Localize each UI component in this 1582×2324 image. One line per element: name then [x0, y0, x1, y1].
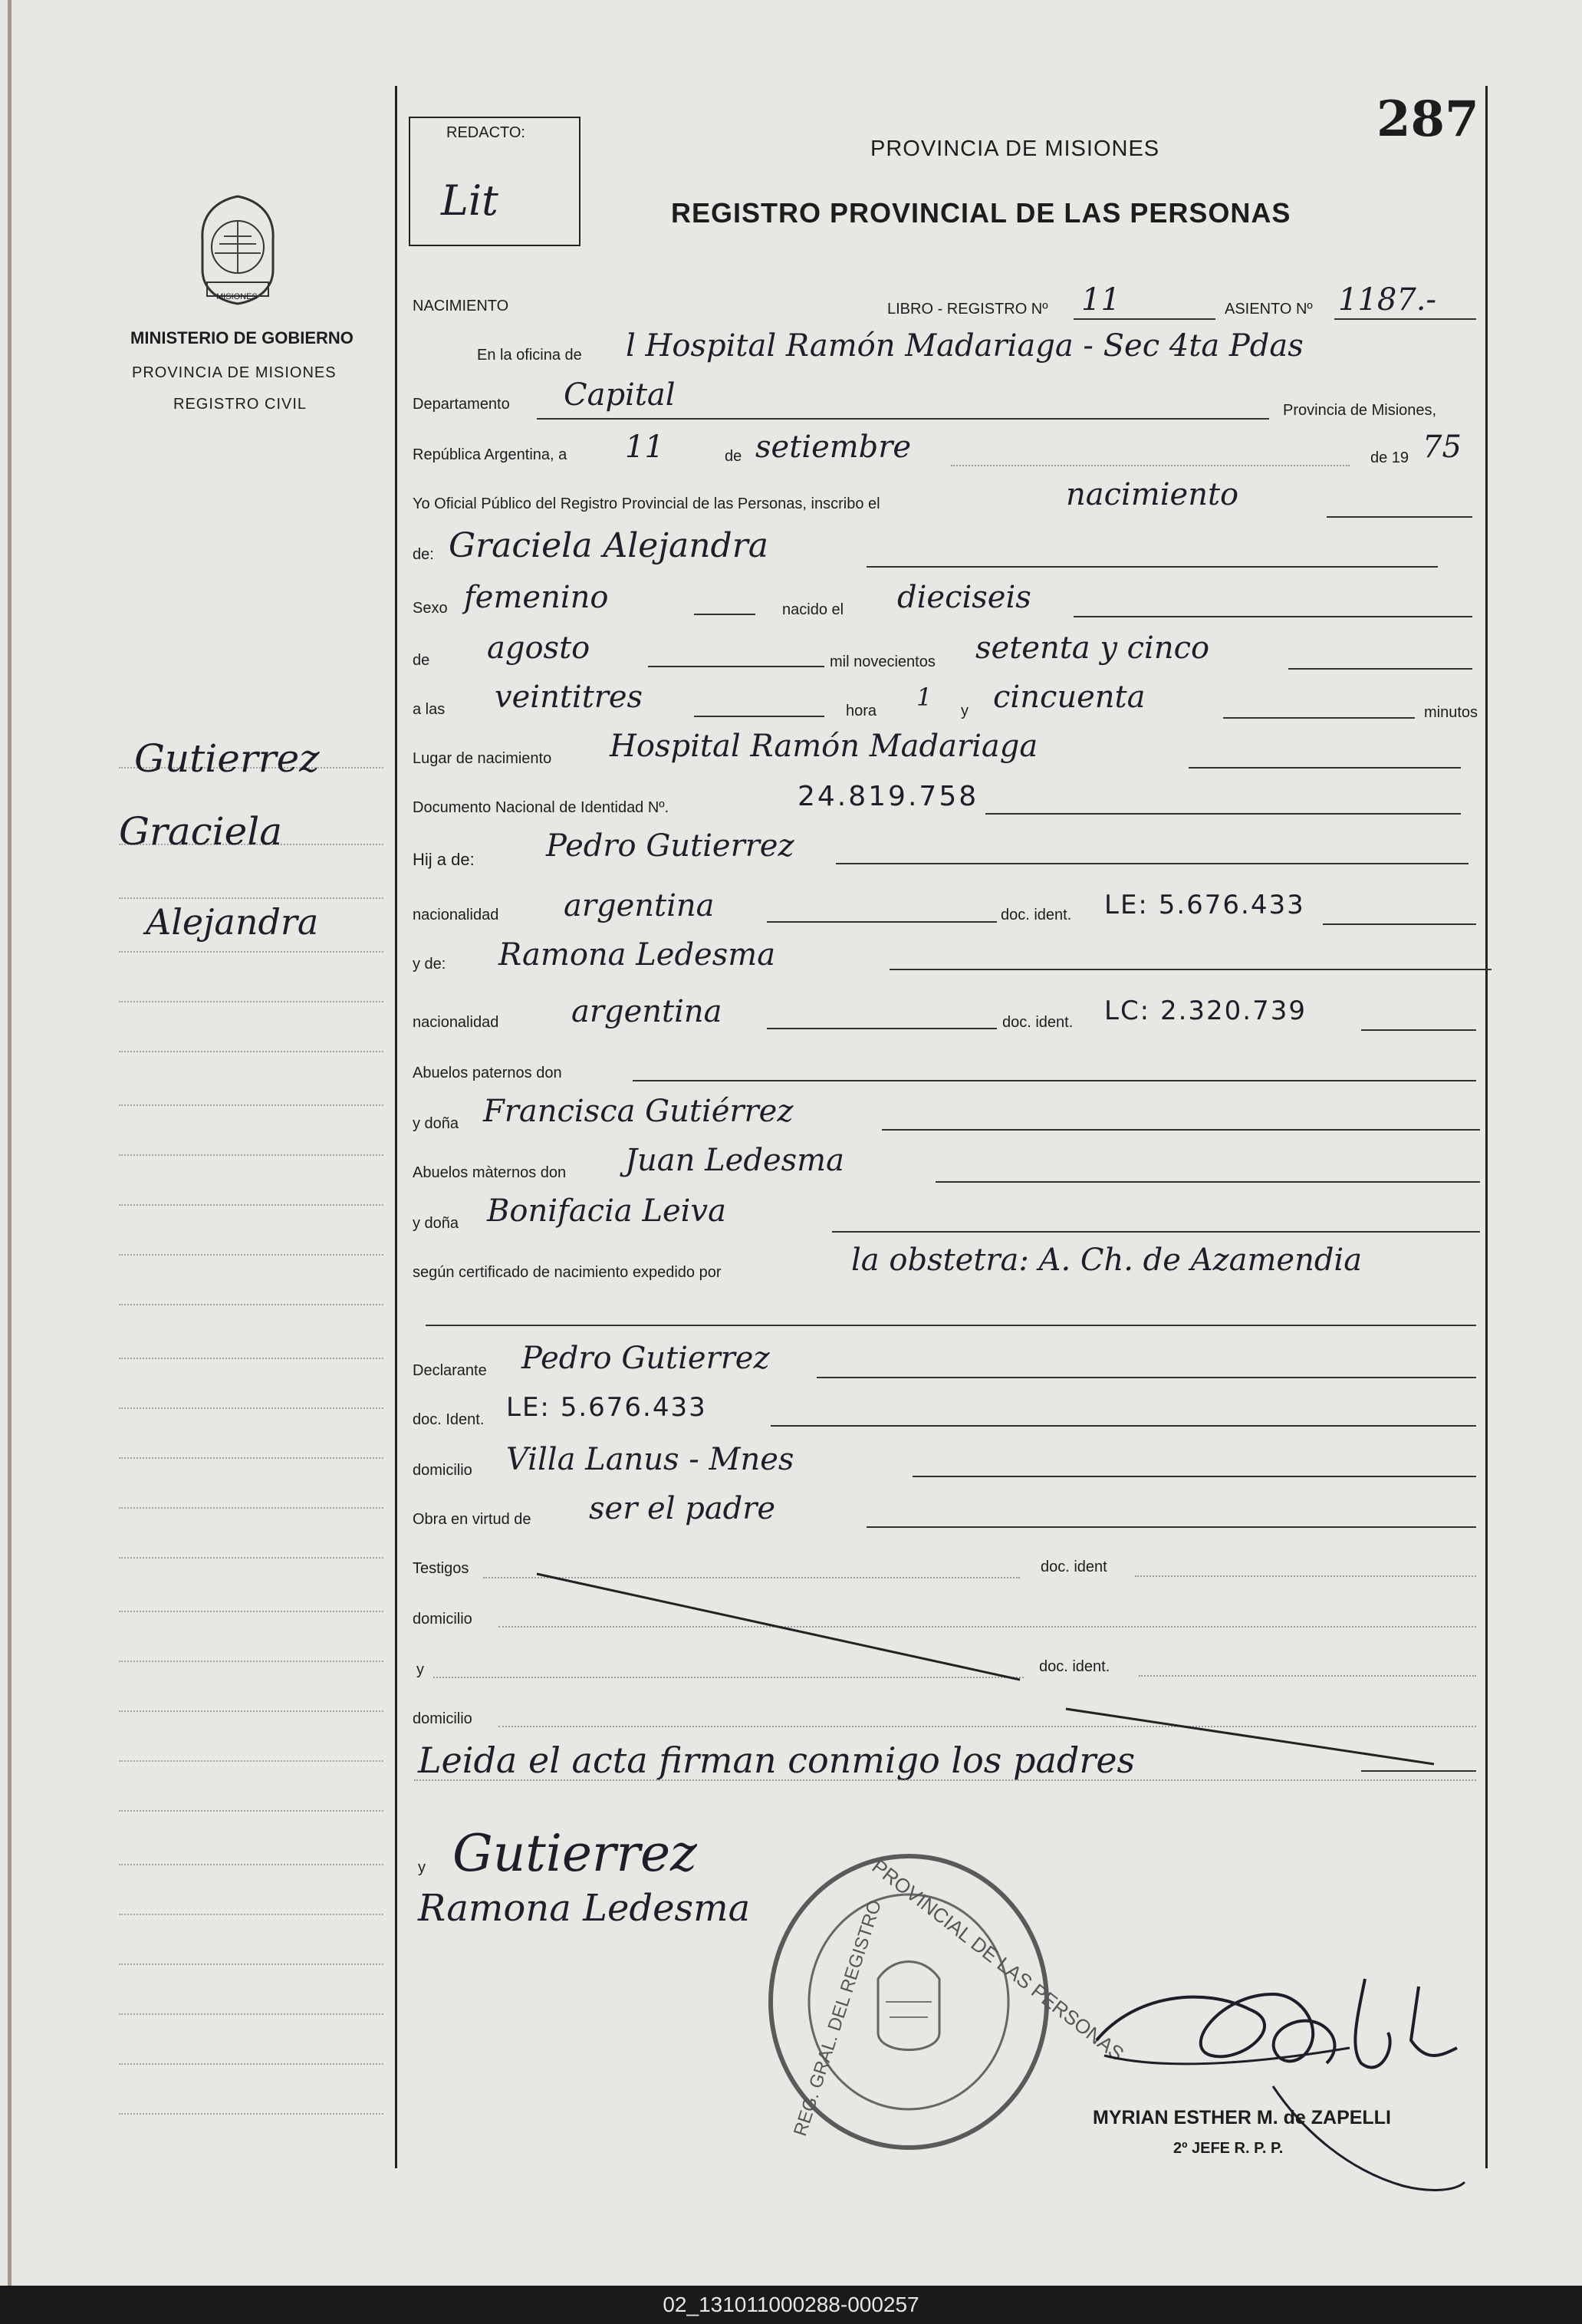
mother-signature: Ramona Ledesma: [418, 1887, 751, 1930]
de-persona-label: de:: [413, 546, 434, 563]
mes-nac-value: agosto: [487, 630, 590, 666]
minutos-label: minutos: [1424, 704, 1478, 721]
abuelos-paternos-label: Abuelos paternos don: [413, 1065, 562, 1081]
departamento-label: Departamento: [413, 396, 510, 413]
sexo-label: Sexo: [413, 600, 448, 617]
official-title: 2º JEFE R. P. P.: [1173, 2140, 1284, 2157]
abuela-paterna-value: Francisca Gutiérrez: [483, 1094, 794, 1129]
nacionalidad-madre-label: nacionalidad: [413, 1014, 499, 1031]
redacto-value: Lit: [441, 176, 498, 225]
header-registry: REGISTRO PROVINCIAL DE LAS PERSONAS: [671, 197, 1291, 229]
madre-doc-value: LC: 2.320.739: [1104, 996, 1307, 1026]
republica-label: República Argentina, a: [413, 446, 567, 463]
declarante-domicilio-label: domicilio: [413, 1462, 472, 1479]
hora-num: 1: [916, 683, 932, 712]
margin-second-name: Alejandra: [146, 901, 319, 943]
testigos-label: Testigos: [413, 1560, 469, 1577]
seal-caption: MISIONES: [216, 292, 258, 301]
testigo2-domicilio-label: domicilio: [413, 1710, 472, 1727]
asiento-value: 1187.-: [1338, 282, 1437, 318]
hora-value: veintitres: [495, 680, 643, 715]
official-signature: [1074, 1948, 1472, 2201]
y-label: y: [961, 703, 969, 719]
left-registry: REGISTRO CIVIL: [173, 396, 308, 413]
de2-label: de: [413, 652, 430, 669]
madre-nacionalidad-value: argentina: [571, 994, 722, 1029]
obra-value: ser el padre: [589, 1491, 776, 1526]
dni-label: Documento Nacional de Identidad Nº.: [413, 799, 669, 816]
mil-label: mil novecientos: [830, 653, 936, 670]
stamp-text-left: REG. GRAL. DEL REGISTRO: [790, 1897, 886, 2139]
abuela-materna-value: Bonifacia Leiva: [487, 1193, 726, 1229]
oficina-label: En la oficina de: [477, 347, 582, 364]
anio-nac-value: setenta y cinco: [975, 630, 1210, 666]
minutos-value: cincuenta: [993, 680, 1146, 715]
oficial-label: Yo Oficial Público del Registro Provincial de las Personas, inscribo el: [413, 495, 880, 512]
dia-value: 11: [625, 430, 664, 465]
obra-label: Obra en virtud de: [413, 1511, 531, 1528]
nacido-label: nacido el: [782, 601, 844, 618]
nacionalidad-padre-label: nacionalidad: [413, 907, 499, 923]
y-de-label: y de:: [413, 956, 446, 973]
madre-doc-label: doc. ident.: [1002, 1014, 1074, 1031]
hija-label: Hij a de:: [413, 850, 475, 869]
declarante-doc-value: LE: 5.676.433: [506, 1392, 707, 1423]
padre-doc-label: doc. ident.: [1001, 907, 1072, 923]
declarante-doc-label: doc. Ident.: [413, 1411, 485, 1428]
testigo1-domicilio-label: domicilio: [413, 1611, 472, 1628]
padre-value: Pedro Gutierrez: [546, 828, 794, 864]
lugar-label: Lugar de nacimiento: [413, 750, 552, 767]
page-number: 287: [1376, 91, 1479, 148]
dni-value: 24.819.758: [798, 781, 979, 812]
anio-value: 75: [1422, 430, 1462, 465]
leida-acta-text: Leida el acta firman conmigo los padres: [418, 1740, 1136, 1781]
oficina-value: l Hospital Ramón Madariaga - Sec 4ta Pdas: [626, 328, 1304, 364]
header-province: PROVINCIA DE MISIONES: [870, 137, 1160, 161]
domicilio-value: Villa Lanus - Mnes: [506, 1442, 794, 1477]
inscribo-value: nacimiento: [1066, 477, 1239, 512]
lugar-value: Hospital Ramón Madariaga: [610, 729, 1038, 764]
margin-first-name: Graciela: [119, 809, 283, 854]
testigo2-doc-label: doc. ident.: [1039, 1658, 1110, 1675]
stamp-text-top: PROVINCIAL DE LAS PERSONAS: [867, 1855, 1129, 2066]
declarante-label: Declarante: [413, 1362, 487, 1379]
signature-y-label: y: [418, 1859, 426, 1876]
madre-value: Ramona Ledesma: [498, 937, 776, 973]
ministry-title: MINISTERIO DE GOBIERNO: [130, 328, 354, 347]
departamento-value: Capital: [564, 377, 676, 413]
mes-value: setiembre: [755, 430, 912, 465]
abuelo-materno-value: Juan Ledesma: [625, 1143, 844, 1178]
y2-label: y: [416, 1661, 424, 1678]
padre-nacionalidad-value: argentina: [564, 888, 715, 923]
declarante-value: Pedro Gutierrez: [521, 1341, 770, 1376]
padre-doc-value: LE: 5.676.433: [1104, 890, 1305, 920]
left-province: PROVINCIA DE MISIONES: [132, 364, 337, 381]
record-type-label: NACIMIENTO: [413, 298, 509, 314]
de-label: de: [725, 448, 742, 465]
nombre-value: Graciela Alejandra: [449, 526, 768, 565]
certificado-label: según certificado de nacimiento expedido por: [413, 1264, 722, 1281]
y-dona-mat-label: y doña: [413, 1215, 459, 1232]
provincia-label: Provincia de Misiones,: [1283, 402, 1437, 419]
libro-value: 11: [1081, 282, 1120, 318]
libro-label: LIBRO - REGISTRO Nº: [887, 301, 1048, 318]
image-id-caption: 02_131011000288-000257: [663, 2293, 919, 2316]
a-las-label: a las: [413, 701, 446, 718]
redacto-label: REDACTO:: [446, 124, 525, 141]
abuelos-maternos-label: Abuelos màternos don: [413, 1164, 567, 1181]
asiento-label: ASIENTO Nº: [1225, 301, 1313, 318]
margin-surname: Gutierrez: [134, 736, 320, 781]
anio-label: de 19: [1370, 449, 1409, 466]
nacido-value: dieciseis: [897, 580, 1031, 615]
father-signature: Gutierrez: [452, 1824, 697, 1883]
y-dona-pat-label: y doña: [413, 1115, 459, 1132]
hora-label: hora: [846, 703, 877, 719]
certificado-value: la obstetra: A. Ch. de Azamendia: [851, 1243, 1363, 1278]
official-name: MYRIAN ESTHER M. de ZAPELLI: [1093, 2107, 1391, 2128]
sexo-value: femenino: [464, 580, 609, 615]
testigo1-doc-label: doc. ident: [1041, 1559, 1107, 1575]
